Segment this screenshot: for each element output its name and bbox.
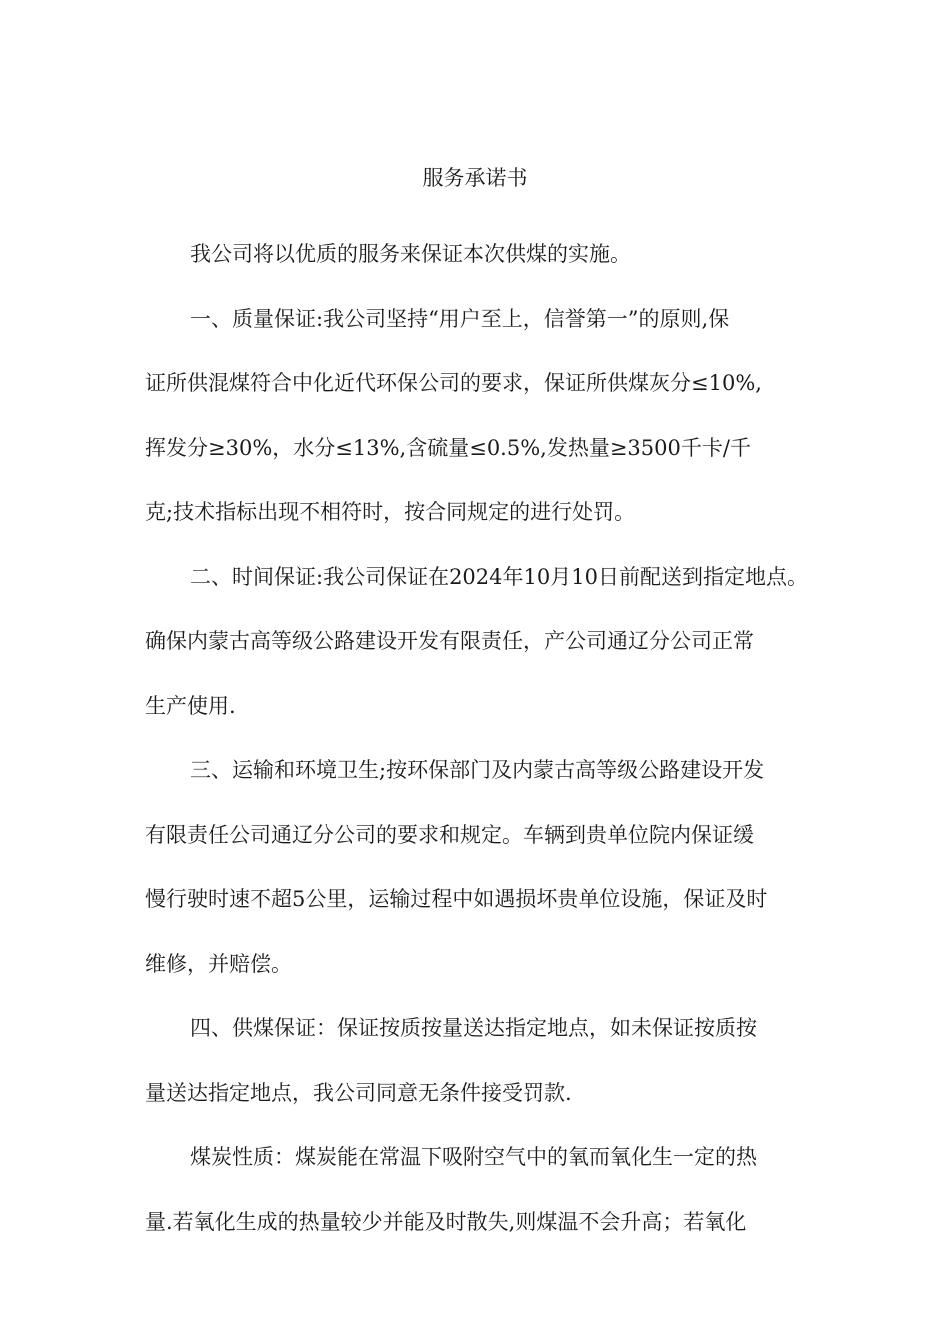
- quality-guarantee-line: 挥发分≥30%，水分≤13%,含硫量≤0.5%,发热量≥3500千卡/千: [145, 435, 751, 460]
- document-title: 服务承诺书: [422, 166, 528, 190]
- transport-hygiene-line: 维修，并赔偿。: [145, 951, 292, 976]
- transport-hygiene-line: 慢行驶时速不超5公里，运输过程中如遇损坏贵单位设施，保证及时: [145, 887, 768, 911]
- coal-properties-line: 煤炭性质：煤炭能在常温下吸附空气中的氧而氧化生一定的热: [190, 1145, 757, 1169]
- quality-guarantee-line: 证所供混煤符合中化近代环保公司的要求，保证所供煤灰分≤10%,: [145, 371, 762, 395]
- time-guarantee-line: 二、时间保证:我公司保证在2024年10月10日前配送到指定地点。: [190, 564, 808, 589]
- supply-guarantee-line: 四、供煤保证：保证按质按量送达指定地点，如未保证按质按: [190, 1016, 757, 1040]
- document-body: [145, 222, 810, 1254]
- transport-hygiene-line: 有限责任公司通辽分公司的要求和规定。车辆到贵单位院内保证缓: [145, 822, 754, 847]
- coal-properties-line: 量.若氧化生成的热量较少并能及时散失,则煤温不会升高；若氧化: [145, 1209, 747, 1234]
- quality-guarantee-line: 克;技术指标出现不相符时，按合同规定的进行处罚。: [145, 500, 636, 524]
- supply-guarantee-line: 量送达指定地点，我公司同意无条件接受罚款.: [145, 1080, 572, 1105]
- quality-guarantee-line: 一、质量保证:我公司坚持“用户至上，信誉第一”的原则,保: [190, 306, 730, 331]
- transport-hygiene-line: 三、运输和环境卫生;按环保部门及内蒙古高等级公路建设开发: [190, 758, 765, 782]
- time-guarantee-line: 确保内蒙古高等级公路建设开发有限责任，产公司通辽分公司正常: [145, 629, 754, 653]
- time-guarantee-line: 生产使用.: [145, 693, 236, 718]
- paragraph-intro-line: 我公司将以优质的服务来保证本次供煤的实施。: [190, 242, 631, 266]
